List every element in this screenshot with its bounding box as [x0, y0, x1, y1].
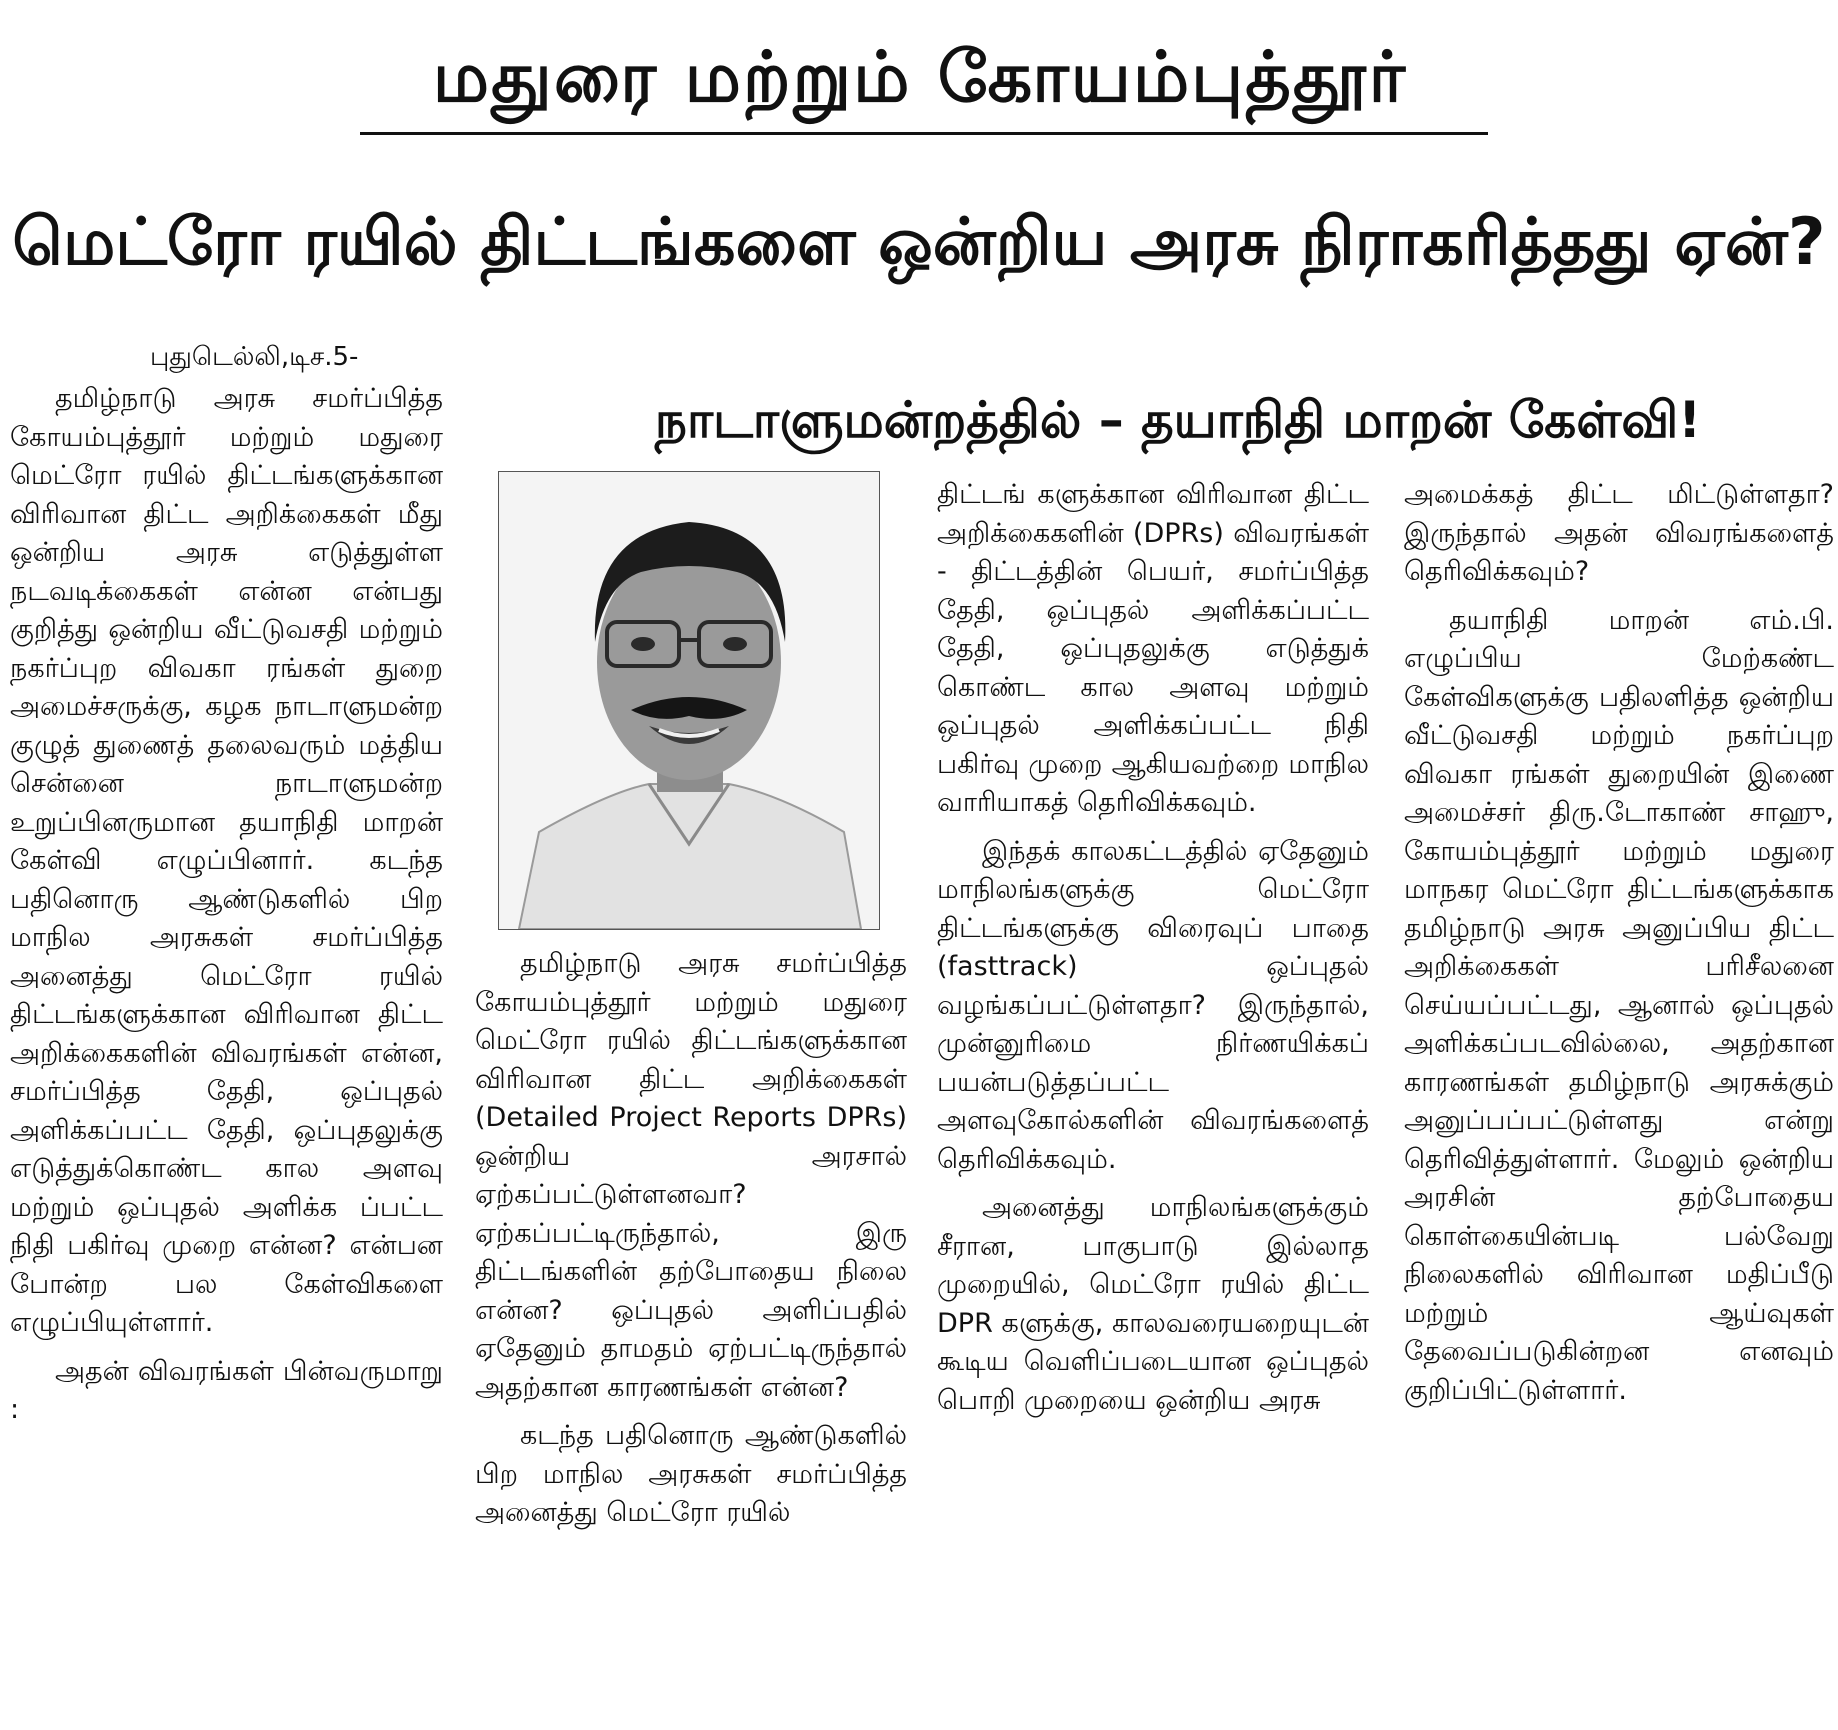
- paragraph: கடந்த பதினொரு ஆண்டுகளில் பிற மாநில அரசுகள் சமர்ப்பித்த அனைத்து மெட்ரோ ரயில்: [475, 1420, 907, 1528]
- portrait-illustration: [499, 472, 879, 929]
- subheadline: நாடாளுமன்றத்தில் – தயாநிதி மாறன் கேள்வி!: [654, 390, 1702, 449]
- paragraph: அனைத்து மாநிலங்களுக்கும் சீரான, பாகுபாடு இல்லாத முறையில், மெட்ரோ ரயில் திட்ட DPR களுக்கு, காலவரையறையுடன் கூடிய வெளிப்படையான ஒப்புதல் பொறி முறையை ஒன்றிய அரசு: [937, 1192, 1369, 1416]
- dateline: புதுடெல்லி,டிச.5-: [150, 342, 359, 372]
- article-column-3: [937, 476, 1369, 1430]
- kicker-underline: [360, 132, 1488, 135]
- article-column-1: [10, 380, 443, 1440]
- paragraph: தமிழ்நாடு அரசு சமர்ப்பித்த கோயம்புத்தூர் மற்றும் மதுரை மெட்ரோ ரயில் திட்டங்களுக்கான விரிவான திட்ட அறிக்கைகள் (Detailed Project Reports DPRs) ஒன்றிய அரசால் ஏற்கப்பட்டுள்ளனவா? ஏற்கப்பட்டிருந்தால், இரு திட்டங்களின் தற்போதைய நிலை என்ன? ஒப்புதல் அளிப்பதில் ஏதேனும் தாமதம் ஏற்பட்டிருந்தால் அதற்கான காரணங்கள் என்ன?: [475, 948, 907, 1403]
- portrait-photo: [498, 471, 880, 930]
- article-column-4: [1404, 476, 1834, 1420]
- paragraph: இந்தக் காலகட்டத்தில் ஏதேனும் மாநிலங்களுக்கு மெட்ரோ திட்டங்களுக்கு விரைவுப் பாதை (fasttrack) ஒப்புதல் வழங்கப்பட்டுள்ளதா? இருந்தால், முன்னுரிமை நிர்ணயிக்கப் பயன்படுத்தப்பட்ட அளவுகோல்களின் விவரங்களைத் தெரிவிக்கவும்.: [937, 835, 1369, 1175]
- paragraph: தமிழ்நாடு அரசு சமர்ப்பித்த கோயம்புத்தூர் மற்றும் மதுரை மெட்ரோ ரயில் திட்டங்களுக்கான விரிவான திட்ட அறிக்கைகள் மீது ஒன்றிய அரசு எடுத்துள்ள நடவடிக்கைகள் என்ன என்பது குறித்து ஒன்றிய வீட்டுவசதி மற்றும் நகர்ப்புற விவகா ரங்கள் துறை அமைச்சருக்கு, கழக நாடாளுமன்ற குழுத் துணைத் தலைவரும் மத்திய சென்னை நாடாளுமன்ற உறுப்பினருமான தயாநிதி மாறன் கேள்வி எழுப்பினார். கடந்த பதினொரு ஆண்டுகளில் பிற மாநில அரசுகள் சமர்ப்பித்த அனைத்து மெட்ரோ ரயில் திட்டங்களுக்கான விரிவான திட்ட அறிக்கைகளின் விவரங்கள் என்ன, சமர்ப்பித்த தேதி, ஒப்புதல் அளிக்கப்பட்ட தேதி, ஒப்புதலுக்கு எடுத்துக்கொண்ட கால அளவு மற்றும் ஒப்புதல் அளிக்க ப்பட்ட நிதி பகிர்வு முறை என்ன? என்பன போன்ற பல கேள்விகளை எழுப்பியுள்ளார்.: [10, 383, 443, 1338]
- paragraph: திட்டங் களுக்கான விரிவான திட்ட அறிக்கைகளின் (DPRs) விவரங்கள் - திட்டத்தின் பெயர், சமர்ப்பித்த தேதி, ஒப்புதல் அளிக்கப்பட்ட தேதி, ஒப்புதலுக்கு எடுத்துக் கொண்ட கால அளவு மற்றும் ஒப்புதல் அளிக்கப்பட்ட நிதி பகிர்வு முறை ஆகியவற்றை மாநில வாரியாகத் தெரிவிக்கவும்.: [937, 479, 1369, 818]
- paragraph: அமைக்கத் திட்ட மிட்டுள்ளதா? இருந்தால் அதன் விவரங்களைத் தெரிவிக்கவும்?: [1404, 479, 1834, 587]
- article-column-2: [475, 945, 907, 1543]
- headline: மெட்ரோ ரயில் திட்டங்களை ஒன்றிய அரசு நிராகரித்தது ஏன்?: [12, 205, 1826, 280]
- paragraph: தயாநிதி மாறன் எம்.பி. எழுப்பிய மேற்கண்ட கேள்விகளுக்கு பதிலளித்த ஒன்றிய வீட்டுவசதி மற்றும் நகர்ப்புற விவகா ரங்கள் துறையின் இணை அமைச்சர் திரு.டோகாண் சாஹு, கோயம்புத்தூர் மற்றும் மதுரை மாநகர மெட்ரோ திட்டங்களுக்காக தமிழ்நாடு அரசு அனுப்பிய திட்ட அறிக்கைகள் பரிசீலனை செய்யப்பட்டது, ஆனால் ஒப்புதல் அளிக்கப்படவில்லை, அதற்கான காரணங்கள் தமிழ்நாடு அரசுக்கும் அனுப்பப்பட்டுள்ளது என்று தெரிவித்துள்ளார். மேலும் ஒன்றிய அரசின் தற்போதைய கொள்கையின்படி பல்வேறு நிலைகளில் விரிவான மதிப்பீடு மற்றும் ஆய்வுகள் தேவைப்படுகின்றன எனவும் குறிப்பிட்டுள்ளார்.: [1404, 604, 1834, 1406]
- paragraph: அதன் விவரங்கள் பின்வருமாறு :: [10, 1355, 443, 1425]
- kicker-heading: மதுரை மற்றும் கோயம்புத்தூர்: [432, 35, 1408, 118]
